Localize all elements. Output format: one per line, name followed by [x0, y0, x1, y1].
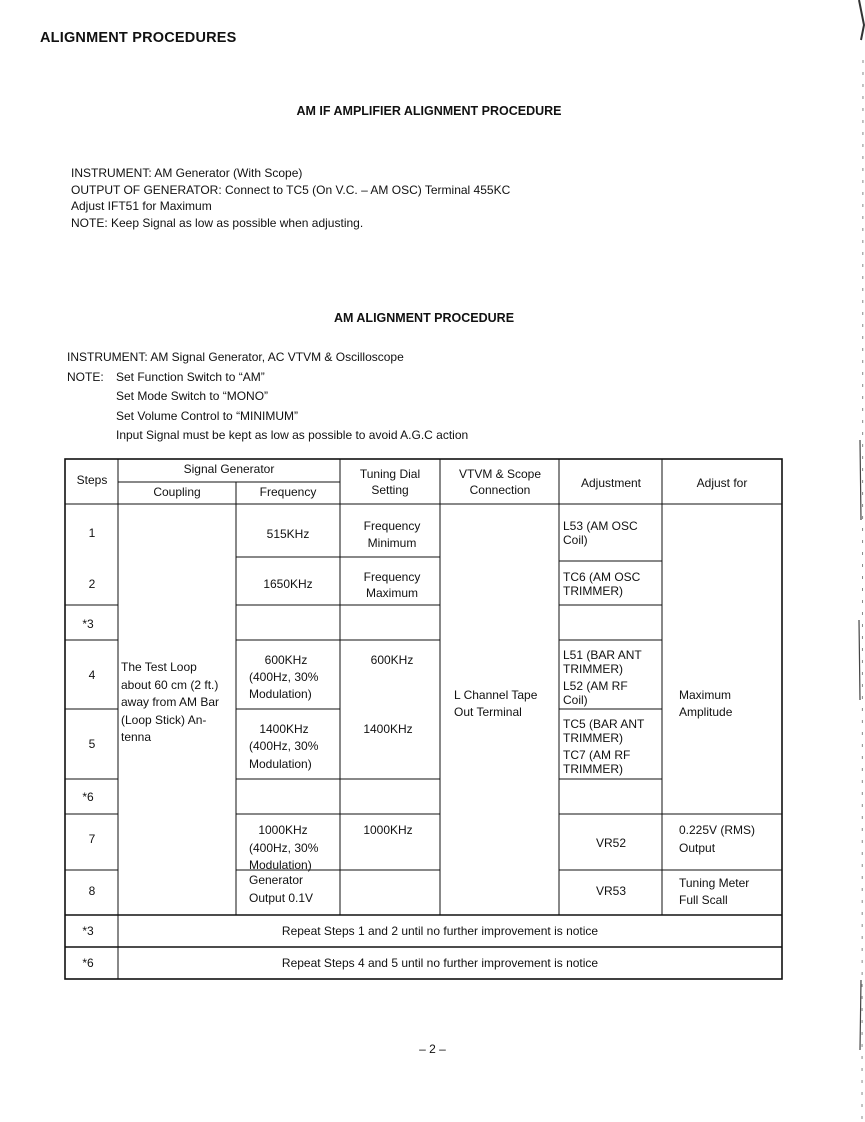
adjust-for-value: Output — [679, 841, 716, 855]
frequency-detail: (400Hz, 30% — [249, 670, 319, 684]
header-steps: Steps — [76, 473, 108, 487]
scan-edge-artifact — [855, 0, 865, 1122]
page-header: ALIGNMENT PROCEDURES — [40, 30, 237, 46]
adjust-for-value: Maximum — [679, 688, 732, 702]
adjustment-item: Coil) — [563, 693, 588, 707]
header-vtvm: VTVM & Scope — [458, 467, 542, 481]
frequency-detail: Modulation) — [249, 858, 312, 872]
header-signal-generator: Signal Generator — [183, 462, 275, 476]
frequency-detail: Modulation) — [249, 687, 312, 701]
am-section-body — [67, 348, 468, 446]
header-tuning-setting: Setting — [371, 483, 409, 497]
am-instrument-line: INSTRUMENT: AM Signal Generator, AC VTVM & Oscilloscope — [67, 350, 404, 364]
adjust-for-value: 0.225V (RMS) — [679, 823, 756, 837]
adjust-for-value: Full Scall — [679, 893, 728, 907]
tuning-setting: Frequency — [363, 570, 421, 584]
step-number: 5 — [88, 737, 96, 751]
if-adjust-line: Adjust IFT51 for Maximum — [71, 199, 212, 213]
frequency-detail: Generator — [249, 873, 304, 887]
adjustment-item: TRIMMER) — [563, 662, 623, 676]
if-section-title: AM IF AMPLIFIER ALIGNMENT PROCEDURE — [296, 104, 562, 118]
note-line: Set Function Switch to “AM” — [116, 369, 265, 384]
adjustment-item: VR52 — [595, 836, 627, 850]
vtvm-connection: Out Terminal — [454, 705, 522, 719]
tuning-setting: Maximum — [365, 586, 419, 600]
frequency-detail: Output 0.1V — [249, 891, 314, 905]
step-number: 2 — [88, 577, 96, 591]
adjustment-item: VR53 — [595, 884, 627, 898]
adjustment-item: TC6 (AM OSC — [563, 570, 641, 584]
frequency-value: 600KHz — [264, 653, 308, 667]
coupling-line: The Test Loop — [121, 660, 197, 674]
coupling-line: tenna — [121, 730, 152, 744]
coupling-line: about 60 cm (2 ft.) — [121, 678, 219, 692]
frequency-detail: (400Hz, 30% — [249, 841, 319, 855]
if-note-line: NOTE: Keep Signal as low as possible when adjusting. — [71, 215, 364, 230]
if-instrument-line: INSTRUMENT: AM Generator (With Scope) — [71, 166, 303, 180]
repeat-step: *3 — [82, 924, 94, 938]
adjustment-item: TRIMMER) — [563, 584, 623, 598]
step-number: *3 — [82, 617, 94, 631]
adjustment-item: L53 (AM OSC — [563, 519, 638, 533]
tuning-setting: Frequency — [363, 519, 421, 533]
if-output-line: OUTPUT OF GENERATOR: Connect to TC5 (On V.C. – AM OSC) Terminal 455KC — [71, 182, 511, 197]
adjustment-item: TC7 (AM RF — [563, 748, 631, 762]
step-number: 4 — [88, 668, 96, 682]
coupling-line: away from AM Bar — [121, 695, 220, 709]
am-note-block — [67, 368, 468, 446]
repeat-instruction: Repeat Steps 1 and 2 until no further improvement is notice — [281, 924, 599, 938]
frequency-detail: Modulation) — [249, 757, 312, 771]
adjust-for-value: Amplitude — [679, 705, 733, 719]
note-line: Set Mode Switch to “MONO” — [116, 389, 269, 403]
adjustment-item: TC5 (BAR ANT — [563, 717, 645, 731]
coupling-cell — [121, 660, 219, 744]
frequency-value: 1000KHz — [258, 823, 308, 837]
header-vtvm-connection: Connection — [469, 483, 531, 497]
tuning-setting: 600KHz — [370, 653, 414, 667]
vtvm-connection: L Channel Tape — [454, 688, 538, 702]
frequency-value: 1650KHz — [263, 577, 313, 591]
header-adjust-for: Adjust for — [696, 476, 748, 490]
adjustment-item: Coil) — [563, 533, 588, 547]
header-tuning-dial: Tuning Dial — [359, 467, 421, 481]
page-number: – 2 – — [419, 1042, 446, 1056]
step-number: *6 — [82, 790, 94, 804]
am-alignment-table — [64, 458, 784, 981]
step-number: 8 — [88, 884, 96, 898]
step-number: 1 — [88, 526, 96, 540]
adjustment-item: L52 (AM RF — [563, 679, 628, 693]
header-adjustment: Adjustment — [580, 476, 642, 490]
adjust-for-value: Tuning Meter — [679, 876, 750, 890]
note-line: Input Signal must be kept as low as possible to avoid A.G.C action — [116, 428, 469, 442]
frequency-detail: (400Hz, 30% — [249, 739, 319, 753]
frequency-value: 1400KHz — [259, 722, 309, 736]
tuning-setting: Minimum — [367, 536, 417, 550]
adjustment-item: TRIMMER) — [563, 762, 623, 776]
frequency-value: 515KHz — [266, 527, 310, 541]
tuning-setting: 1000KHz — [363, 823, 413, 837]
note-line: Set Volume Control to “MINIMUM” — [116, 408, 299, 423]
header-coupling: Coupling — [153, 485, 201, 499]
coupling-line: (Loop Stick) An- — [121, 713, 207, 727]
am-section-title: AM ALIGNMENT PROCEDURE — [333, 311, 515, 325]
tuning-setting: 1400KHz — [363, 722, 413, 736]
if-section-body — [71, 165, 510, 231]
adjustment-item: TRIMMER) — [563, 731, 623, 745]
note-label: NOTE: — [67, 369, 104, 384]
repeat-step: *6 — [82, 956, 94, 970]
repeat-instruction: Repeat Steps 4 and 5 until no further improvement is notice — [281, 956, 599, 970]
adjustment-item: L51 (BAR ANT — [563, 648, 642, 662]
step-number: 7 — [88, 832, 96, 846]
header-frequency: Frequency — [259, 485, 317, 499]
